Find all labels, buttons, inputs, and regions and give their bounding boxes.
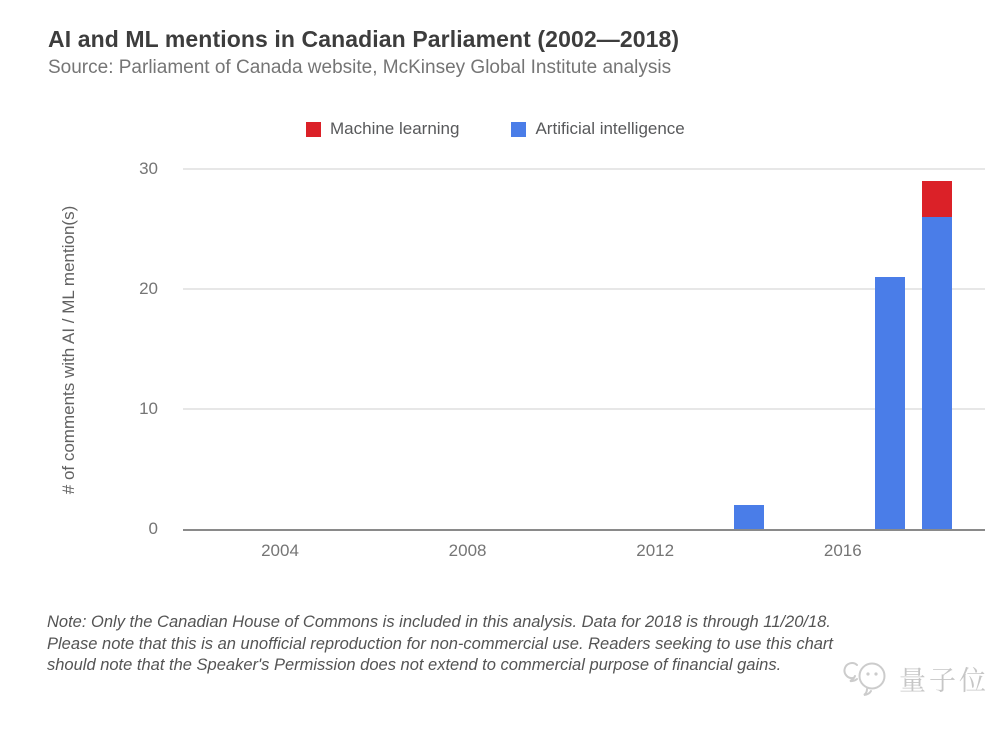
y-axis-title: # of comments with AI / ML mention(s): [59, 205, 78, 495]
legend-item-machine-learning: [306, 119, 459, 139]
watermark: [843, 655, 989, 701]
footnote: [47, 612, 957, 677]
gridline-10: [183, 408, 985, 410]
legend-label: Artificial intelligence: [535, 119, 685, 138]
y-tick-label-30: 30: [139, 159, 158, 178]
x-tick-label-2012: 2012: [636, 541, 675, 560]
footnote-line: Please note that this is an unofficial reproduction for non-commercial use. Readers seeking to use this chart: [47, 634, 833, 653]
qbitai-logo-icon: [843, 655, 895, 701]
y-tick-label-20: 20: [139, 279, 158, 298]
machine-learning-swatch-icon: [306, 122, 321, 137]
y-tick-label-10: 10: [139, 399, 158, 418]
artificial-intelligence-swatch-icon: [511, 122, 526, 137]
y-tick-label-0: 0: [148, 519, 158, 538]
plot-area: [183, 160, 985, 531]
chart-legend: [306, 119, 685, 139]
legend-item-artificial-intelligence: [511, 119, 684, 139]
x-tick-label-2004: 2004: [261, 541, 299, 560]
page-title: AI and ML mentions in Canadian Parliament (2002—2018): [48, 26, 680, 52]
footnote-line: Note: Only the Canadian House of Commons is included in this analysis. Data for 2018 is through 11/20/18.: [47, 613, 831, 631]
gridline-30: [183, 168, 985, 170]
x-tick-label-2016: 2016: [823, 541, 862, 560]
page-subtitle: Source: Parliament of Canada website, McKinsey Global Institute analysis: [48, 57, 672, 78]
x-tick-label-2008: 2008: [448, 541, 487, 560]
bar-2017-artificial-intelligence: [875, 277, 905, 529]
legend-label: Machine learning: [330, 119, 460, 138]
bar-2018-artificial-intelligence: [922, 217, 952, 529]
watermark-text: 量子位: [899, 665, 989, 697]
bar-2014-artificial-intelligence: [734, 505, 764, 529]
gridline-20: [183, 288, 985, 290]
bar-2018-machine-learning: [922, 181, 952, 217]
footnote-line: should note that the Speaker's Permission does not extend to commercial purpose of financial gains.: [47, 656, 782, 674]
